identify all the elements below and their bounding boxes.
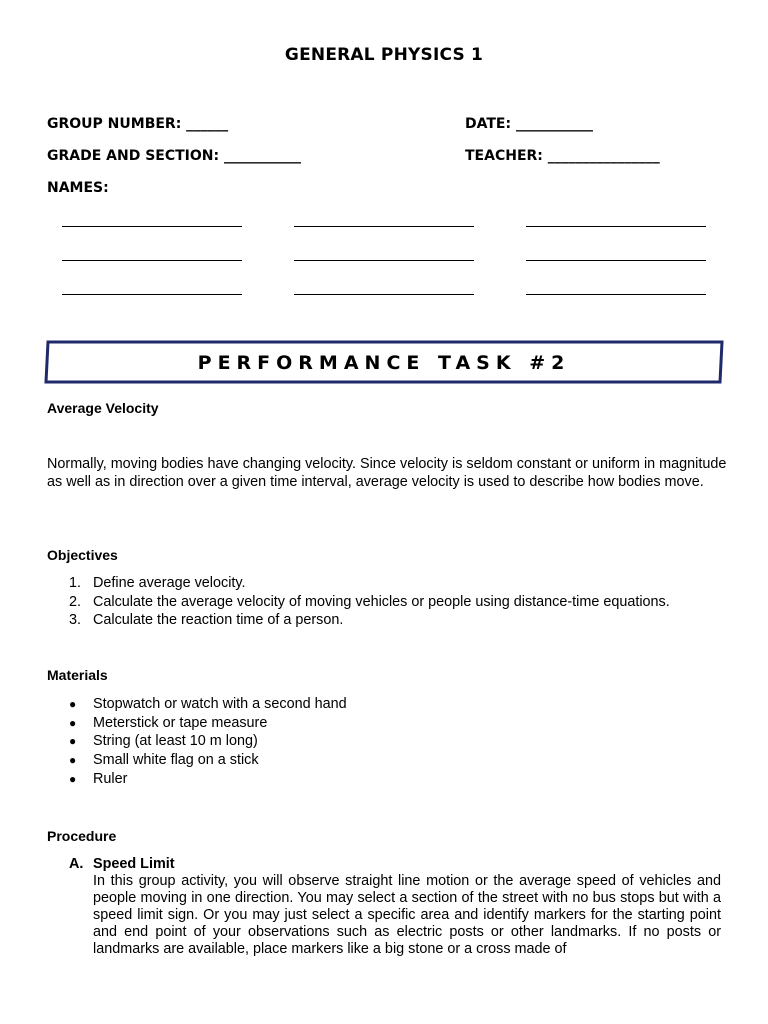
item-number: 2. xyxy=(69,593,82,610)
grade-section-field[interactable]: GRADE AND SECTION: ___________ xyxy=(47,148,301,164)
bullet-icon: ● xyxy=(69,771,77,786)
banner-title: PERFORMANCE TASK #2 xyxy=(197,352,571,374)
group-number-field[interactable]: GROUP NUMBER: ______ xyxy=(47,116,229,132)
objectives-heading: Objectives xyxy=(47,547,118,563)
list-item xyxy=(47,574,737,593)
page-title: GENERAL PHYSICS 1 xyxy=(284,45,484,65)
materials-heading: Materials xyxy=(47,667,108,683)
item-text: Calculate the reaction time of a person. xyxy=(93,612,344,629)
list-item xyxy=(47,611,737,630)
name-blank[interactable] xyxy=(526,226,706,227)
item-text: Meterstick or tape measure xyxy=(93,714,268,731)
item-text: String (at least 10 m long) xyxy=(93,733,258,750)
item-text: Small white flag on a stick xyxy=(93,752,259,769)
item-text: Ruler xyxy=(93,770,128,787)
step-text: In this group activity, you will observe straight line motion or the average speed of vehicles and people moving in one direction. You may select a section of the street with no bus stops but with a speed limit sign. Or you may just select a specific area and identify markers for the starting point and end point of your observations such as electric posts or other landmarks. If no posts or landmarks are available, place markers like a big stone or a cross made of xyxy=(93,873,721,957)
name-blank[interactable] xyxy=(62,294,242,295)
bullet-icon: ● xyxy=(69,753,77,768)
item-number: 3. xyxy=(69,612,82,629)
bullet-icon: ● xyxy=(69,734,77,749)
name-blank[interactable] xyxy=(62,226,242,227)
item-number: 1. xyxy=(69,575,82,591)
average-velocity-heading: Average Velocity xyxy=(47,400,159,416)
list-item xyxy=(47,770,737,789)
name-blank[interactable] xyxy=(294,260,474,261)
item-text: Stopwatch or watch with a second hand xyxy=(93,696,347,712)
step-letter: A. xyxy=(69,856,84,872)
list-item xyxy=(47,732,737,751)
list-item xyxy=(47,695,737,714)
bullet-icon: ● xyxy=(69,715,77,730)
name-blank[interactable] xyxy=(294,226,474,227)
name-blank[interactable] xyxy=(526,260,706,261)
materials-list xyxy=(47,695,737,789)
name-blank[interactable] xyxy=(294,294,474,295)
bullet-icon: ● xyxy=(69,697,77,711)
date-field[interactable]: DATE: ___________ xyxy=(465,116,593,132)
performance-task-banner xyxy=(44,340,724,384)
list-item xyxy=(47,714,737,733)
list-item xyxy=(47,593,737,612)
step-title: Speed Limit xyxy=(93,856,175,872)
item-text: Define average velocity. xyxy=(93,575,246,591)
average-velocity-text: Normally, moving bodies have changing velocity. Since velocity is seldom constant or uniform in magnitude as well as in direction over a given time interval, average velocity is used to describe how bodies move. xyxy=(47,456,727,490)
names-label: NAMES: xyxy=(47,180,109,196)
item-text: Calculate the average velocity of moving vehicles or people using distance-time equations. xyxy=(93,593,670,610)
name-blank[interactable] xyxy=(526,294,706,295)
teacher-field[interactable]: TEACHER: ________________ xyxy=(465,148,660,164)
list-item xyxy=(47,751,737,770)
name-blank[interactable] xyxy=(62,260,242,261)
objectives-list xyxy=(47,574,737,630)
procedure-heading: Procedure xyxy=(47,828,117,844)
